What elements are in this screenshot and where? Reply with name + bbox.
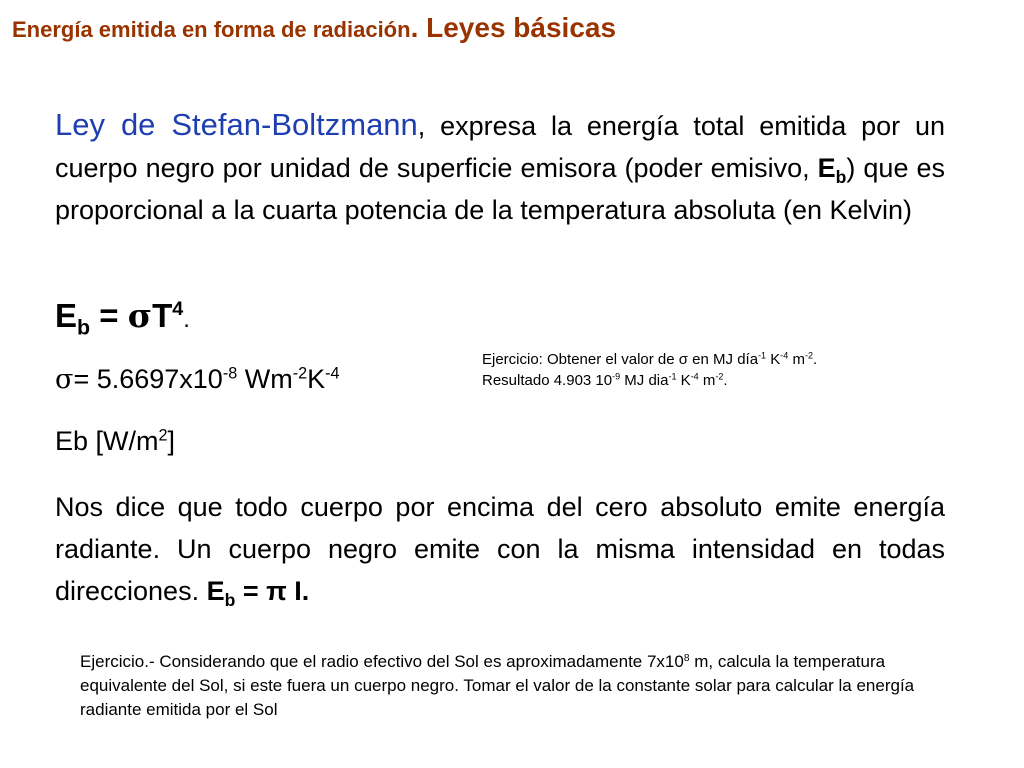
exercise-text-1: Ejercicio.- Considerando que el radio efectivo del Sol es aproximadamente 7x10 bbox=[80, 652, 684, 671]
emissive-power-subscript: b bbox=[835, 167, 847, 188]
emissive-power-letter: E bbox=[817, 153, 836, 183]
note1-line1-exp3: -2 bbox=[804, 350, 813, 361]
eq2-value: = 5.6697x10 bbox=[73, 364, 223, 394]
paragraph2-text: Nos dice que todo cuerpo por encima del cero absoluto emite energía radiante. Un cuerpo negro emite con la misma intensidad en todas direcciones. bbox=[55, 492, 945, 606]
note1-line2-end: . bbox=[723, 372, 728, 389]
note-line-1 bbox=[482, 349, 952, 370]
law-name: Ley de Stefan-Boltzmann bbox=[55, 107, 418, 142]
emissive-power-symbol bbox=[817, 153, 847, 188]
note1-line2-text: Resultado 4.903 10 bbox=[482, 372, 613, 389]
eq2-unit-wm: Wm bbox=[237, 364, 293, 394]
note1-line2-mjdia: MJ dia bbox=[620, 372, 669, 389]
eq2-unit-k: K bbox=[307, 364, 326, 394]
radiance-equation bbox=[206, 576, 310, 611]
note1-line2-exp1: -9 bbox=[612, 371, 621, 382]
radiance-eq-rhs: = π I. bbox=[235, 576, 310, 606]
absolute-zero-paragraph bbox=[55, 486, 945, 612]
eq1-sigma: σ bbox=[127, 296, 153, 335]
eq1-equals: = bbox=[90, 297, 128, 334]
sigma-value bbox=[55, 364, 340, 395]
eq3-text: Eb [W/m bbox=[55, 426, 159, 456]
slide-title-sub: . Leyes básicas bbox=[410, 12, 617, 43]
radiance-eq-subscript: b bbox=[224, 590, 236, 611]
eq2-sigma: σ bbox=[55, 364, 74, 395]
note1-line2-m: m bbox=[698, 372, 716, 389]
note-line-2 bbox=[482, 370, 952, 391]
eq1-exponent: 4 bbox=[172, 298, 184, 321]
eq1-period: . bbox=[183, 306, 190, 333]
definition-text-1: , expresa la energía total emitida por un cuerpo negro por unidad de superficie emisora (poder emisivo, bbox=[55, 111, 945, 183]
note1-line1-text: Ejercicio: Obtener el valor de σ en MJ día bbox=[482, 351, 759, 368]
slide-title bbox=[12, 12, 616, 44]
note1-line1-end: . bbox=[812, 351, 818, 368]
eq1-lhs-subscript: b bbox=[77, 315, 91, 340]
note1-line2-k: K bbox=[676, 372, 691, 389]
note1-line1-exp2: -4 bbox=[780, 350, 789, 361]
exercise-note-sigma bbox=[482, 349, 952, 391]
note1-line2-exp4: -2 bbox=[715, 371, 724, 382]
exercise-exponent: 8 bbox=[683, 652, 690, 664]
note1-line2-exp2: -1 bbox=[668, 371, 677, 382]
eq1-lhs: E bbox=[55, 297, 78, 334]
note1-line2-exp3: -4 bbox=[690, 371, 699, 382]
eq3-exponent: 2 bbox=[158, 426, 168, 445]
eq2-exponent-1: -8 bbox=[222, 364, 238, 383]
note1-line1-m: m bbox=[788, 351, 805, 368]
note1-line1-k: K bbox=[766, 351, 781, 368]
slide-title-main: Energía emitida en forma de radiación bbox=[12, 17, 411, 42]
emissive-power-units bbox=[55, 426, 175, 457]
eq2-exponent-2: -2 bbox=[292, 364, 308, 383]
stefan-boltzmann-equation bbox=[55, 296, 190, 340]
exercise-sun-temperature bbox=[80, 650, 940, 722]
eq2-exponent-3: -4 bbox=[325, 364, 340, 383]
definition-text-2: ) que es proporcional a la cuarta potencia de la temperatura absoluta (en Kelvin) bbox=[55, 153, 946, 225]
eq3-close: ] bbox=[167, 426, 176, 456]
exercise-text-2: m, calcula la temperatura equivalente del Sol, si este fuera un cuerpo negro. Tomar el valor de la constante solar para calcular la energía radiante emitida por el Sol bbox=[80, 652, 915, 719]
stefan-boltzmann-definition bbox=[55, 104, 945, 231]
note1-line1-exp1: -1 bbox=[758, 350, 767, 361]
radiance-eq-lhs: E bbox=[206, 576, 225, 606]
eq1-temperature: T bbox=[152, 297, 173, 334]
